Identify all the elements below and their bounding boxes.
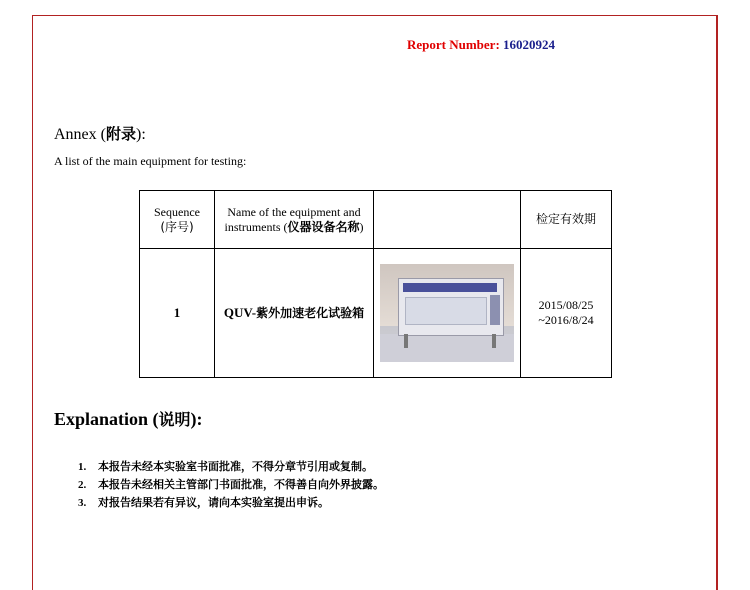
annex-title-cn: 附录 xyxy=(105,125,136,143)
equipment-photo xyxy=(380,264,514,362)
row-photo-cell xyxy=(374,249,521,378)
header-sequence-en: Sequence xyxy=(154,204,200,219)
header-validity: 检定有效期 xyxy=(521,191,612,249)
row-validity xyxy=(521,249,612,378)
explanation-title xyxy=(54,407,203,430)
equipment-intro: A list of the main equipment for testing: xyxy=(54,154,247,168)
list-item-number: 3. xyxy=(78,497,87,509)
row-name-cn: 紫外加速老化试验箱 xyxy=(256,305,365,320)
table-header-row xyxy=(140,191,612,249)
header-equipment-name xyxy=(215,191,374,249)
row-name-prefix: QUV- xyxy=(223,304,257,320)
list-item-number: 1. xyxy=(78,461,87,473)
list-item-text: 本报告未经相关主管部门书面批准，不得善自向外界披露。 xyxy=(98,478,384,491)
report-number-label: Report Number: xyxy=(407,37,500,52)
header-name-end: ) xyxy=(359,219,364,234)
list-item-number: 2. xyxy=(78,479,87,491)
equipment-table xyxy=(139,190,612,378)
annex-title-end: ): xyxy=(136,126,146,143)
list-item-text: 本报告未经本实验室书面批准，不得分章节引用或复制。 xyxy=(98,460,373,473)
row-sequence: 1 xyxy=(140,249,215,378)
list-item xyxy=(78,494,384,512)
table-row xyxy=(140,249,612,378)
row-equipment-name xyxy=(215,249,374,378)
row-validity-to: ~2016/8/24 xyxy=(538,313,594,327)
header-sequence xyxy=(140,191,215,249)
header-name-cn: 仪器设备名称 xyxy=(287,219,360,234)
annex-title-en: Annex ( xyxy=(54,126,106,143)
list-item-text: 对报告结果若有异议，请向本实验室提出申诉。 xyxy=(98,496,329,509)
list-item xyxy=(78,458,384,476)
header-sequence-cn: (序号) xyxy=(160,219,194,234)
header-photo xyxy=(374,191,521,249)
explanation-list xyxy=(78,458,384,512)
report-number-value: 16020924 xyxy=(503,37,556,52)
row-validity-from: 2015/08/25 xyxy=(538,298,594,312)
report-number xyxy=(407,37,555,53)
explanation-title-end: ): xyxy=(190,409,203,429)
annex-title xyxy=(54,123,146,144)
explanation-title-cn: 说明 xyxy=(158,410,191,429)
explanation-title-en: Explanation ( xyxy=(54,409,159,429)
header-name-en: Name of the equipment and instruments ( xyxy=(224,204,361,234)
list-item xyxy=(78,476,384,494)
